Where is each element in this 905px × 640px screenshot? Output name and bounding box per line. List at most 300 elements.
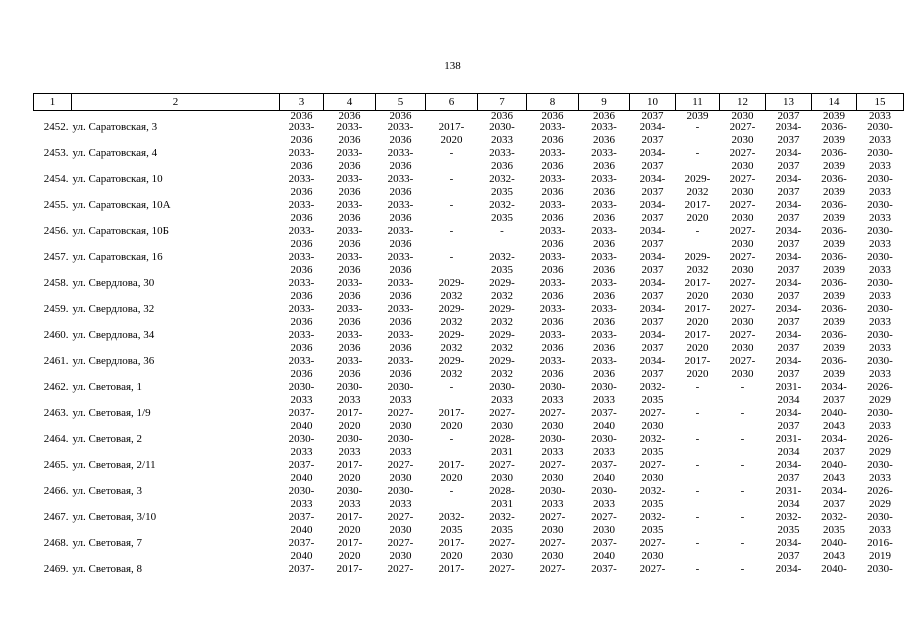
period-cell: 2027-: [639, 408, 666, 419]
period-cell: 2036: [290, 187, 313, 198]
period-cell: 2037-: [288, 564, 315, 575]
period-cell: 2040-: [821, 408, 847, 419]
address-cell: [72, 551, 280, 564]
address-cell: [72, 343, 280, 356]
period-cell: 2034-: [639, 200, 666, 211]
period-cell: -: [740, 538, 745, 549]
period-cell: [720, 551, 766, 564]
period-cell: [676, 239, 720, 252]
period-cell: 2030: [731, 110, 754, 122]
period-cell: 2039: [686, 110, 709, 122]
period-cell: 2030-: [867, 122, 893, 133]
period-cell: [426, 111, 478, 123]
period-cell: 2033-: [387, 356, 414, 367]
period-cell: 2030: [541, 525, 564, 536]
period-cell: 2036: [593, 135, 615, 146]
period-cell: 2029-: [489, 356, 515, 367]
period-cell: -: [449, 174, 454, 185]
period-cell: 2033-: [288, 226, 315, 237]
period-cell: 2040: [290, 421, 313, 432]
period-cell: 2036: [541, 369, 564, 380]
period-cell: 2034-: [639, 278, 666, 289]
period-cell: 2033-: [489, 148, 515, 159]
period-cell: 2032-: [489, 174, 515, 185]
row-number-cell: [34, 161, 72, 174]
row-number-cell: [34, 369, 72, 382]
header-cell: 10: [630, 94, 676, 111]
period-cell: 2036: [290, 291, 313, 302]
address-cell: ул. Свердлова, 32: [72, 304, 155, 315]
period-cell: 2030-: [387, 382, 414, 393]
period-cell: 2036-: [821, 200, 847, 211]
period-cell: 2034-: [639, 174, 666, 185]
address-cell: ул. Саратовская, 10Б: [72, 226, 169, 237]
period-cell: 2030-: [489, 122, 515, 133]
period-cell: 2017-: [438, 122, 465, 133]
period-cell: 2030-: [867, 304, 893, 315]
address-cell: ул. Световая, 8: [72, 564, 143, 575]
address-cell: ул. Световая, 3: [72, 486, 143, 497]
table-row: [34, 187, 904, 200]
period-cell: 2039: [823, 213, 845, 224]
table-row: [34, 395, 904, 408]
period-cell: 2030-: [489, 382, 515, 393]
period-cell: 2033-: [591, 200, 617, 211]
period-cell: 2036: [389, 291, 412, 302]
period-cell: 2034-: [639, 122, 666, 133]
row-number-cell: [34, 499, 72, 512]
period-cell: 2039: [823, 239, 845, 250]
period-cell: 2030-: [336, 486, 363, 497]
period-cell: 2032: [491, 317, 513, 328]
period-cell: [676, 525, 720, 538]
period-cell: [426, 187, 478, 200]
period-cell: [676, 161, 720, 174]
period-cell: [720, 395, 766, 408]
period-cell: -: [695, 460, 700, 471]
period-cell: 2036: [541, 343, 564, 354]
row-number-cell: 2461.: [43, 356, 69, 367]
period-cell: 2027-: [387, 408, 414, 419]
period-cell: 2036: [491, 161, 513, 172]
period-cell: 2027-: [729, 304, 756, 315]
period-cell: 2033-: [539, 148, 566, 159]
period-cell: 2036-: [821, 304, 847, 315]
period-cell: 2027-: [639, 564, 666, 575]
period-cell: 2036: [389, 317, 412, 328]
table-row: [34, 278, 904, 291]
row-number-cell: [34, 317, 72, 330]
header-cell: 14: [812, 94, 857, 111]
period-cell: 2035: [491, 187, 513, 198]
period-cell: 2033: [389, 499, 412, 510]
period-cell: 2035: [641, 395, 664, 406]
row-number-cell: [34, 473, 72, 486]
period-cell: -: [695, 122, 700, 133]
table-row: [34, 161, 904, 174]
period-cell: 2030: [389, 473, 412, 484]
period-cell: 2033: [869, 525, 891, 536]
period-cell: 2017-: [438, 460, 465, 471]
period-cell: 2034-: [775, 226, 802, 237]
period-cell: 2040: [290, 551, 313, 562]
period-cell: 2035: [777, 525, 800, 536]
period-cell: 2037: [641, 135, 664, 146]
period-cell: -: [740, 564, 745, 575]
period-cell: 2037-: [288, 538, 315, 549]
period-cell: [426, 239, 478, 252]
address-cell: ул. Световая, 2/11: [72, 460, 156, 471]
period-cell: -: [695, 512, 700, 523]
period-cell: -: [500, 226, 504, 237]
period-cell: 2030-: [867, 252, 893, 263]
period-cell: 2036: [541, 135, 564, 146]
period-cell: 2036: [338, 110, 361, 122]
period-cell: 2026-: [867, 486, 893, 497]
address-cell: [72, 317, 280, 330]
period-cell: 2032: [440, 343, 463, 354]
period-cell: 2030-: [867, 148, 893, 159]
period-cell: 2036: [338, 291, 361, 302]
period-cell: 2030: [491, 421, 513, 432]
period-cell: 2037: [777, 317, 800, 328]
period-cell: 2030: [731, 291, 754, 302]
row-number-cell: 2468.: [43, 538, 69, 549]
period-cell: [478, 239, 527, 252]
period-cell: [426, 499, 478, 512]
period-cell: 2040-: [821, 460, 847, 471]
address-cell: [72, 421, 280, 434]
period-cell: 2030-: [539, 434, 566, 445]
period-cell: 2027-: [387, 512, 414, 523]
address-cell: [72, 213, 280, 226]
row-number-cell: [34, 265, 72, 278]
period-cell: 2032-: [489, 200, 515, 211]
period-cell: 2030-: [539, 382, 566, 393]
period-cell: 2028-: [489, 486, 515, 497]
header-cell: 1: [34, 94, 72, 111]
period-cell: [676, 473, 720, 486]
period-cell: [720, 447, 766, 460]
row-number-cell: [34, 213, 72, 226]
period-cell: 2037: [777, 110, 800, 122]
period-cell: 2033-: [288, 174, 315, 185]
period-cell: 2036: [593, 343, 615, 354]
period-cell: 2033: [869, 187, 891, 198]
period-cell: 2030: [491, 473, 513, 484]
header-cell: 12: [720, 94, 766, 111]
period-cell: 2027-: [729, 252, 756, 263]
period-cell: 2036-: [821, 278, 847, 289]
period-cell: 2020: [686, 343, 709, 354]
period-cell: 2036: [593, 187, 615, 198]
period-cell: 2030-: [591, 486, 617, 497]
period-cell: 2036: [593, 161, 615, 172]
period-cell: 2030-: [867, 200, 893, 211]
row-number-cell: 2465.: [43, 460, 69, 471]
period-cell: -: [740, 434, 745, 445]
period-cell: -: [695, 148, 700, 159]
period-cell: 2037: [823, 447, 845, 458]
period-cell: 2027-: [729, 278, 756, 289]
period-cell: 2030: [731, 239, 754, 250]
period-cell: 2039: [823, 187, 845, 198]
period-cell: 2036: [338, 239, 361, 250]
address-cell: [72, 499, 280, 512]
period-cell: 2034-: [775, 356, 802, 367]
period-cell: 2033-: [539, 330, 566, 341]
period-cell: 2036: [541, 265, 564, 276]
period-cell: 2035: [491, 213, 513, 224]
period-cell: 2030-: [539, 486, 566, 497]
period-cell: 2036: [541, 213, 564, 224]
table-row: [34, 434, 904, 447]
period-cell: 2032: [686, 265, 709, 276]
period-cell: 2033-: [591, 174, 617, 185]
period-cell: 2034-: [639, 330, 666, 341]
period-cell: 2034-: [775, 252, 802, 263]
period-cell: 2037: [641, 369, 664, 380]
period-cell: 2036: [593, 265, 615, 276]
period-cell: 2017-: [684, 304, 711, 315]
period-cell: -: [449, 434, 454, 445]
period-cell: 2037: [777, 421, 800, 432]
period-cell: 2037: [641, 265, 664, 276]
address-cell: ул. Световая, 3/10: [72, 512, 157, 523]
period-cell: 2039: [823, 161, 845, 172]
period-cell: 2037: [641, 291, 664, 302]
period-cell: 2030: [731, 135, 754, 146]
period-cell: -: [695, 434, 700, 445]
period-cell: 2027-: [387, 460, 414, 471]
period-cell: 2033: [869, 473, 891, 484]
period-cell: 2034-: [639, 148, 666, 159]
period-cell: 2036: [290, 317, 313, 328]
period-cell: 2033-: [387, 174, 414, 185]
period-cell: 2036: [338, 161, 361, 172]
period-cell: 2020: [338, 525, 361, 536]
period-cell: 2020: [338, 473, 361, 484]
period-cell: -: [740, 408, 745, 419]
period-cell: 2034-: [821, 434, 847, 445]
period-cell: 2039: [823, 317, 845, 328]
period-cell: 2030-: [867, 512, 893, 523]
period-cell: 2034-: [639, 226, 666, 237]
header-cell: 15: [857, 94, 904, 111]
period-cell: 2017-: [336, 538, 363, 549]
period-cell: [676, 499, 720, 512]
row-number-cell: 2459.: [43, 304, 69, 315]
period-cell: 2036: [338, 369, 361, 380]
period-cell: 2027-: [489, 538, 515, 549]
table-row: [34, 512, 904, 525]
address-cell: ул. Саратовская, 16: [72, 252, 163, 263]
period-cell: 2032: [491, 343, 513, 354]
period-cell: 2036: [389, 369, 412, 380]
address-cell: [72, 395, 280, 408]
period-cell: 2036-: [821, 226, 847, 237]
period-cell: 2033: [491, 395, 513, 406]
period-cell: 2027-: [387, 538, 414, 549]
period-cell: 2032: [440, 369, 463, 380]
period-cell: 2030: [731, 265, 754, 276]
period-cell: 2030: [731, 187, 754, 198]
period-cell: 2030: [541, 551, 564, 562]
period-cell: 2037: [777, 551, 800, 562]
period-cell: 2030-: [867, 278, 893, 289]
period-cell: 2033: [869, 213, 891, 224]
period-cell: [426, 265, 478, 278]
table-body: [34, 111, 904, 578]
period-cell: 2033-: [336, 330, 363, 341]
period-cell: 2033-: [336, 174, 363, 185]
period-cell: 2032-: [639, 434, 666, 445]
period-cell: 2036: [290, 343, 313, 354]
period-cell: 2029: [869, 499, 891, 510]
header-cell: 11: [676, 94, 720, 111]
period-cell: 2036: [290, 213, 313, 224]
period-cell: 2017-: [684, 330, 711, 341]
header-cell: 8: [527, 94, 579, 111]
period-cell: 2037-: [591, 564, 617, 575]
address-cell: ул. Световая, 1/9: [72, 408, 151, 419]
header-cell: 6: [426, 94, 478, 111]
address-cell: [72, 161, 280, 174]
period-cell: 2037: [641, 317, 664, 328]
period-cell: 2036: [593, 110, 615, 122]
period-cell: 2033-: [387, 148, 414, 159]
row-number-cell: 2457.: [43, 252, 69, 263]
period-cell: 2027-: [489, 460, 515, 471]
row-number-cell: 2452.: [43, 122, 69, 133]
period-cell: 2027-: [591, 512, 617, 523]
period-cell: 2030-: [867, 564, 893, 575]
row-number-cell: 2467.: [43, 512, 69, 523]
period-cell: 2030-: [387, 434, 414, 445]
period-cell: 2030: [731, 213, 754, 224]
period-cell: 2033: [338, 447, 361, 458]
period-cell: 2033: [869, 135, 891, 146]
period-cell: 2033-: [591, 252, 617, 263]
period-cell: 2033-: [539, 122, 566, 133]
period-cell: 2033: [869, 343, 891, 354]
period-cell: 2030: [731, 369, 754, 380]
address-cell: ул. Саратовская, 3: [72, 122, 158, 133]
period-cell: 2033-: [387, 200, 414, 211]
address-cell: ул. Саратовская, 4: [72, 148, 158, 159]
period-cell: [676, 395, 720, 408]
period-cell: 2030: [593, 525, 615, 536]
period-cell: 2036: [593, 213, 615, 224]
period-cell: 2036: [338, 213, 361, 224]
period-cell: 2029-: [489, 330, 515, 341]
period-cell: -: [695, 382, 700, 393]
period-cell: 2033-: [591, 122, 617, 133]
period-cell: 2043: [823, 421, 845, 432]
period-cell: 2016-: [867, 538, 893, 549]
row-number-cell: 2469.: [43, 564, 69, 575]
period-cell: 2034: [777, 395, 800, 406]
period-cell: 2027-: [489, 408, 515, 419]
period-cell: 2036: [290, 369, 313, 380]
period-cell: 2017-: [336, 460, 363, 471]
address-cell: [72, 369, 280, 382]
row-number-cell: 2460.: [43, 330, 69, 341]
period-cell: 2033-: [387, 278, 414, 289]
period-cell: 2028-: [489, 434, 515, 445]
period-cell: 2030-: [867, 226, 893, 237]
period-cell: 2040-: [821, 538, 847, 549]
period-cell: 2030-: [288, 434, 315, 445]
period-cell: 2039: [823, 343, 845, 354]
row-number-cell: 2456.: [43, 226, 69, 237]
period-cell: 2037: [641, 110, 664, 122]
period-cell: 2029-: [489, 304, 515, 315]
table-row: [34, 382, 904, 395]
table-row: [34, 369, 904, 382]
period-cell: -: [740, 512, 745, 523]
table-row: [34, 148, 904, 161]
period-cell: 2027-: [539, 512, 566, 523]
table-row: [34, 304, 904, 317]
period-cell: 2033-: [288, 330, 315, 341]
period-cell: 2031-: [775, 434, 802, 445]
period-cell: 2033-: [539, 304, 566, 315]
address-cell: [72, 525, 280, 538]
period-cell: 2036: [389, 187, 412, 198]
period-cell: 2033-: [288, 278, 315, 289]
period-cell: 2027-: [729, 226, 756, 237]
address-cell: [72, 111, 280, 123]
period-cell: 2037: [777, 343, 800, 354]
period-cell: 2036: [541, 317, 564, 328]
period-cell: [676, 551, 720, 564]
row-number-cell: [34, 447, 72, 460]
period-cell: 2030: [491, 551, 513, 562]
period-cell: 2031-: [775, 486, 802, 497]
row-number-cell: 2453.: [43, 148, 69, 159]
period-cell: 2033: [290, 499, 313, 510]
period-cell: 2033-: [591, 304, 617, 315]
period-cell: 2033-: [591, 226, 617, 237]
period-cell: 2036: [290, 239, 313, 250]
period-cell: 2033-: [336, 200, 363, 211]
period-cell: 2033-: [539, 200, 566, 211]
period-cell: 2030: [641, 473, 664, 484]
period-cell: 2037: [777, 135, 800, 146]
period-cell: 2020: [338, 421, 361, 432]
row-number-cell: [34, 551, 72, 564]
header-cell: 4: [324, 94, 376, 111]
period-cell: 2033-: [539, 226, 566, 237]
period-cell: 2032-: [489, 252, 515, 263]
address-cell: [72, 473, 280, 486]
period-cell: -: [449, 148, 454, 159]
period-cell: 2036: [389, 265, 412, 276]
period-cell: 2040-: [821, 564, 847, 575]
period-cell: 2035: [823, 525, 845, 536]
period-cell: 2030: [731, 343, 754, 354]
period-cell: 2037: [641, 187, 664, 198]
period-cell: 2037-: [288, 460, 315, 471]
period-cell: -: [449, 226, 454, 237]
period-cell: 2036: [491, 110, 513, 122]
period-cell: 2033-: [539, 174, 566, 185]
period-cell: 2033-: [288, 200, 315, 211]
header-cell: 9: [579, 94, 630, 111]
table-header-row: [34, 94, 904, 111]
table-row: [34, 447, 904, 460]
